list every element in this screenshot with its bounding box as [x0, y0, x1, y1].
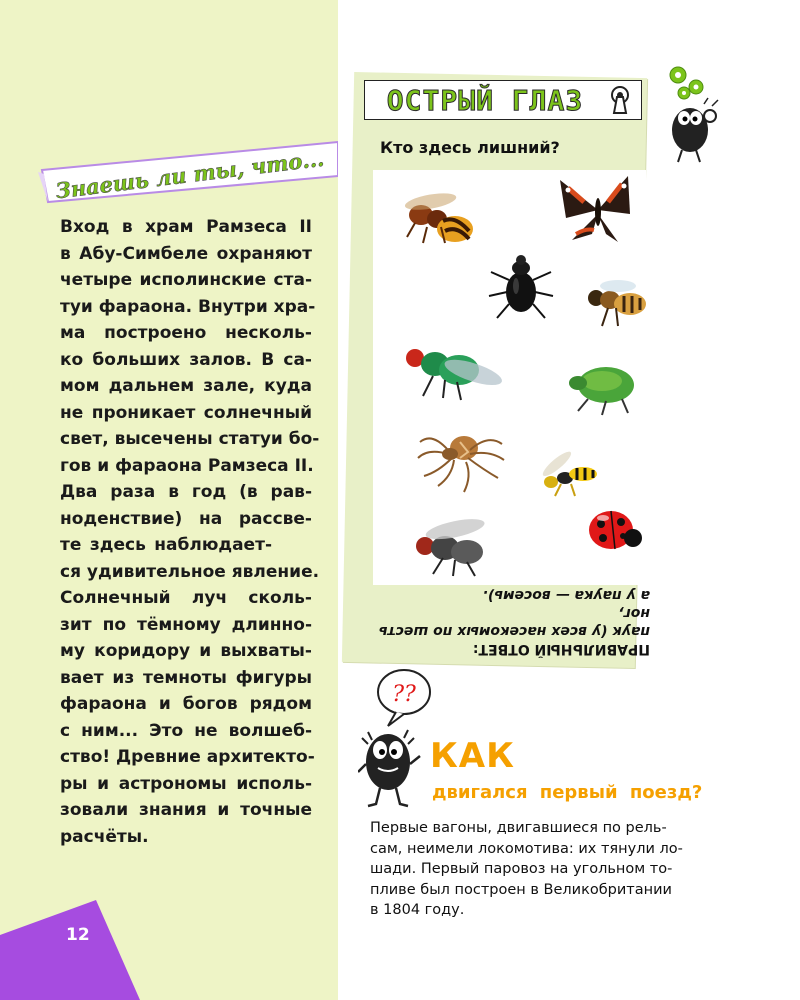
did-you-know-heading: Знаешь ли ты, что... — [54, 145, 326, 204]
text-line: Первые вагоны, двигавшиеся по рель- — [370, 820, 667, 836]
text-line: мом дальнем зале, куда — [60, 376, 312, 396]
text-line: не проникает солнечный — [60, 402, 312, 423]
answer-label: ПРАВИЛЬНЫЙ ОТВЕТ: — [472, 641, 650, 657]
text-line: расчёты. — [60, 826, 149, 847]
beetle-icon — [489, 255, 553, 318]
text-line: четыре исполинские ста- — [60, 270, 312, 290]
fly-icon — [416, 515, 486, 576]
green-fly-icon — [406, 349, 505, 400]
text-line: ма построено несколь- — [60, 323, 312, 343]
answer-text: а у паука — восемь). — [482, 587, 650, 603]
did-you-know-text — [60, 214, 320, 850]
speech-text: ?? — [392, 682, 416, 707]
text-line: Солнечный луч сколь- — [60, 588, 312, 608]
fact-subtitle: двигался первый поезд? — [432, 782, 703, 803]
quiz-title: ОСТРЫЙ ГЛАЗ — [386, 84, 584, 117]
text-line: ноденствие) на рассве- — [60, 508, 312, 529]
butterfly-icon — [560, 176, 630, 242]
text-line: ство! Древние архитекто- — [60, 747, 315, 767]
text-line: свет, высечены статуи бо- — [60, 429, 320, 449]
insects-photo — [373, 170, 646, 585]
text-line: ся удивительное явление. — [60, 561, 320, 582]
text-line: в 1804 году. — [370, 902, 465, 918]
text-line: шади. Первый паровоз на угольном то- — [370, 861, 673, 877]
text-line: зит по тёмному длинно- — [60, 614, 312, 635]
mascot-question-icon — [358, 664, 438, 814]
text-line: фараона и богов рядом — [60, 694, 312, 714]
text-line: гов и фараона Рамзеса II. — [60, 455, 314, 476]
text-line: сам, неимели локомотива: их тянули ло- — [370, 840, 683, 857]
text-line: Два раза в год (в рав- — [60, 482, 312, 502]
hornet-icon — [404, 190, 473, 243]
quiz-answer — [375, 588, 650, 658]
page-number: 12 — [66, 925, 90, 945]
text-line: с ним... Это не волшеб- — [60, 720, 312, 741]
did-you-know-banner — [38, 138, 338, 204]
wasp-icon — [540, 448, 597, 496]
text-line: в Абу-Симбеле охраняют — [60, 243, 312, 264]
text-line: пливе был построен в Великобритании — [370, 881, 672, 898]
text-line: вает из темноты фигуры — [60, 667, 312, 688]
text-line: зовали знания и точные — [60, 800, 312, 820]
mascot-bug-icon — [664, 96, 724, 166]
quiz-question: Кто здесь лишний? — [380, 138, 560, 157]
spider-icon — [418, 436, 504, 492]
quiz-title-box — [364, 80, 642, 120]
text-line: Вход в храм Рамзеса II — [60, 217, 312, 237]
green-beetle-icon — [569, 367, 634, 415]
answer-text: паук (у всех насекомых по шесть ног, — [378, 605, 650, 639]
fact-text — [370, 818, 710, 921]
keyhole-icon — [609, 85, 631, 115]
text-line: му коридору и выхваты- — [60, 641, 312, 661]
text-line: те здесь наблюдает- — [60, 535, 272, 555]
text-line: ры и астрономы исполь- — [60, 773, 312, 794]
text-line: туи фараона. Внутри хра- — [60, 296, 316, 317]
bee-icon — [588, 280, 646, 326]
fact-title: КАК — [430, 736, 515, 776]
ladybug-icon — [589, 511, 642, 549]
text-line: ко больших залов. В са- — [60, 349, 312, 370]
